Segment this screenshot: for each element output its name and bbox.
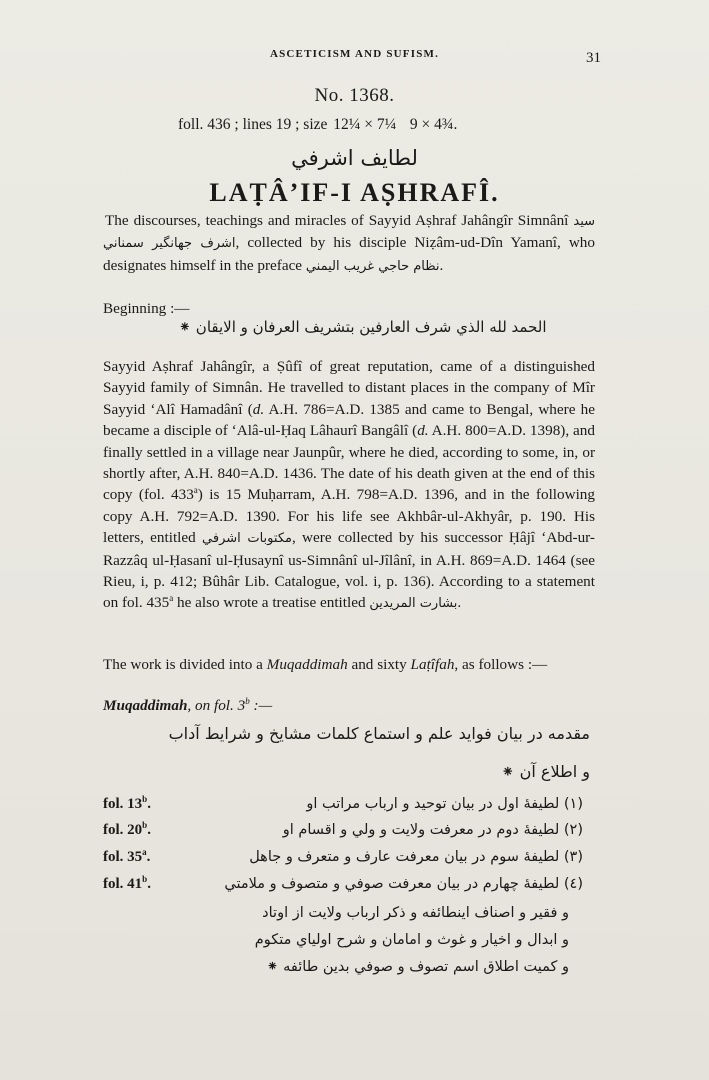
- latin-title: LAṬÂ’IF-I AṢHRAFÎ.: [209, 178, 500, 207]
- text-size: 9 × 4¾.: [409, 116, 458, 133]
- toc-row: [103, 876, 595, 902]
- toc-folio: fol. 20$^b$.: [103, 820, 151, 838]
- muqaddimah-arabic-line-1: مقدمه در بيان فوايد علم و استماع كلمات مشايخ و شرايط آداب: [168, 724, 590, 743]
- page-number: 31: [586, 50, 601, 66]
- structure-paragraph: The work is divided into a Muqaddimah and sixty Laṭîfah, as follows :—: [103, 656, 548, 673]
- toc-entry-arabic: (١) لطيفهٔ اول در بيان توحيد و ارباب مراتب او: [306, 796, 583, 812]
- codicology-line: [178, 116, 457, 134]
- folio-count: foll. 436 ; lines 19 ; size: [178, 116, 328, 133]
- page-size: 12¼ × 7¼: [333, 116, 397, 133]
- muqaddimah-label: Muqaddimah, on fol. 3$^b$ :—: [103, 695, 273, 714]
- continuation-line: و فقير و اصناف اينطائفه و ذكر ارباب ولايت از اوتاد: [262, 905, 569, 921]
- arabic-inline-name: سيد اشرف جهانگير سمناني: [103, 214, 596, 252]
- continuation-line: و ابدال و اخيار و غوث و امامان و شرح اولياي متكوم: [254, 932, 569, 948]
- catalogue-number: No. 1368.: [314, 85, 395, 106]
- arabic-inline-letters: مكتوبات اشرفي: [202, 531, 292, 547]
- continuation-line: و كميت اطلاق اسم تصوف و صوفي بدين طائفه ⁕: [266, 959, 569, 975]
- biography-paragraph: Sayyid Aṣhraf Jahângîr, a Ṣûfî of great reputation, came of a distinguished Sayyid family of Simnân. He travelled to distant places in the company of Mîr Sayyid ‘Alî Hamadânî (d. A.H. 786=A.D. 1385 and came to Bengal, where he became a disciple of ‘Alâ-ul-Ḥaq Lâhaurî Bangâlî (d. A.H. 800=A.D. 1398), and finally settled in a village near Jaunpûr, where he died, according to some, in, or shortly after, A.H. 840=A.D. 1436. The date of his death given at the end of this copy (fol. 433$^a$) is 15 Muḥarram, A.H. 798=A.D. 1396, and in the following copy A.H. 792=A.D. 1390. For his life see Akhbâr-ul-Akhyâr, p. 190. His letters, entitled مكتوبات اشرفي, were collected by his successor Ḥâjî ‘Abd-ur-Razzâq ul-Ḥasanî ul-Ḥusaynî us-Simnânî ul-Jîlânî, in A.H. 869=A.D. 1464 (see Rieu, i, p. 412; Bûhâr Lib. Catalogue, vol. i, p. 136). According to a statement on fol. 435$^a$ he also wrote a treatise entitled بشارت المريدين.: [103, 358, 595, 612]
- beginning-arabic: الحمد لله الذي شرف العارفين بتشريف العرفان و الايقان ⁕: [178, 318, 547, 336]
- toc-row: [103, 849, 595, 875]
- running-head: ASCETICISM AND SUFISM.: [269, 48, 440, 60]
- arabic-title: لطايف اشرفي: [291, 146, 418, 170]
- toc-entry-arabic: (٤) لطيفهٔ چهارم در بيان معرفت صوفي و متصوف و ملامتي: [224, 876, 583, 892]
- muqaddimah-arabic-line-2: و اطلاع آن ⁕: [501, 762, 590, 781]
- toc-folio: fol. 13$^b$.: [103, 794, 151, 812]
- beginning-label: Beginning :—: [103, 300, 190, 317]
- arabic-inline-treatise: بشارت المريدين: [369, 596, 458, 612]
- toc-entry-arabic: (٣) لطيفهٔ سوم در بيان معرفت عارف و متعرف و جاهل: [249, 849, 583, 865]
- toc-entry-arabic: (٢) لطيفهٔ دوم در معرفت ولايت و ولي و اقسام او: [282, 822, 583, 838]
- toc-folio: fol. 41$^b$.: [103, 874, 151, 892]
- toc-row: [103, 822, 595, 848]
- toc-row: [103, 796, 595, 822]
- arabic-inline-epithet: نظام حاجي غريب اليمني: [305, 258, 440, 274]
- toc-folio: fol. 35$^a$.: [103, 847, 151, 865]
- description-paragraph: The discourses, teachings and miracles of Sayyid Aṣhraf Jahângîr Simnânî سيد اشرف جهانگير سمناني, collected by his disciple Niẓâm-ud-Dîn Yamanî, who designates himself in the preface نظام حاجي غريب اليمني.: [103, 212, 596, 274]
